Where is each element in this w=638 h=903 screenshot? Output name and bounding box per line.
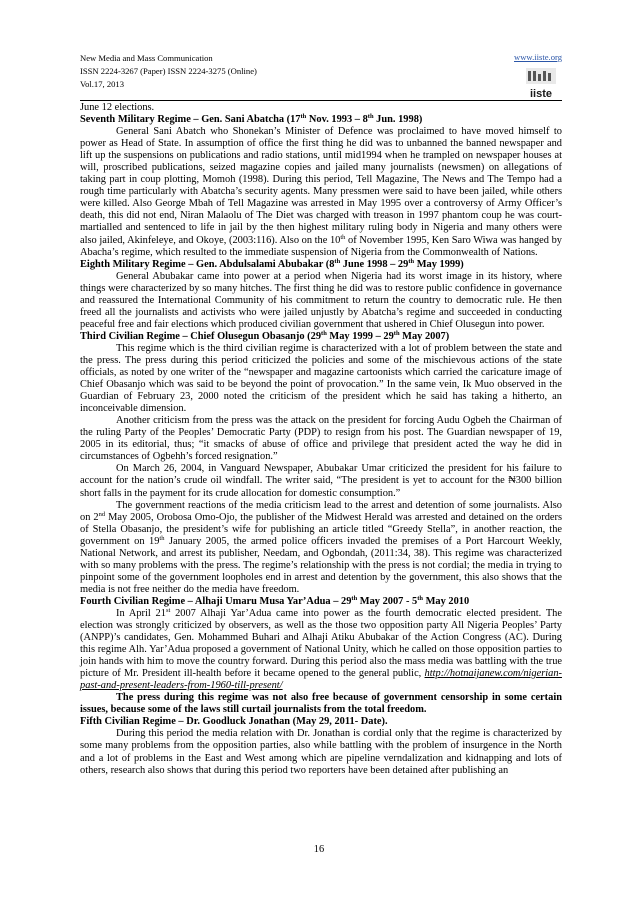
iiste-logo (522, 66, 560, 102)
page-header (80, 52, 562, 104)
paragraph: In April 21st 2007 Alhaji Yar’Adua came into power as the fourth democratic elected president. The election was strongly criticized by observers, as well as the those two opposition party All Nigeria Peoples’ Party (ANPP)’s candidates, Gen. Mohammed Buhari and Alhaji Atiku Abubakar of the Action Congress (AC). During this regime Alh. Yar’Adua proposed a government of National Unity, which he called on those opposition parties to join hands with him to move the country forward. During this period also the mass media was battling with the true picture of Mr. President ill-health before it became opened to the general public, http://hotnaijanew.com/nigerian-past-and-present-leaders-from-1960-till-present/ (80, 606, 562, 692)
paragraph: The press during this regime was not also free because of government censorship in some certain issues, because some of the laws still curtail journalists from the total freedom. (80, 692, 562, 716)
section-heading-fourth-civilian: Fourth Civilian Regime – Alhaji Umaru Musa Yar’Adua – 29th May 2007 - 5th May 2010 (80, 594, 470, 607)
header-rule (80, 100, 562, 101)
section-heading-seventh-military: Seventh Military Regime – Gen. Sani Abatcha (17th Nov. 1993 – 8th Jun. 1998) (80, 113, 423, 126)
paragraph: Another criticism from the press was the attack on the president for forcing Audu Ogbeh the Chairman of the ruling Party of the Peoples’ Democratic Party (PDP) to resign from his post. The Guardian newspaper of 19, 2005 in its editorial, thus; “it smacks of abuse of office and privilege that president acted the way he did in circumstances of Ogbehh’s forced resignation.” (80, 415, 562, 463)
paragraph: The government reactions of the media criticism lead to the arrest and detention of some journalists. Also on 2nd May 2005, Orobosa Omo-Ojo, the publisher of the Midwest Herald was arrested and detained on the orders of Stella Obasanjo, the president’s wife for publishing an article titled “Greedy Stella”, in another reaction, the government on 19th January 2005, the armed police officers invaded the premises of a Port Harcourt Weekly, National Network, and arrest its publisher, Needam, and Ogbondah, (2011:34, 38). This regime was characterized with so many problems with the press. The regime’s relationship with the press is not cordial; the media in trying to pinpoint some of the government loopholes end in arrest and detention by the government, this also shows that the media is not free neither do the media have freedom. (80, 499, 563, 595)
paragraph: This regime which is the third civilian regime is characterized with a lot of problem between the state and the press. The press during this period criticized the policies and some of the mischievous actions of the state officials, as noted by one writer of the “newspaper and magazine cartoonists which carried the caricature image of Chief Obasanjo which was said to be beyond the point of provocation.” In the same vein, Ik Muo observed in the Guardian of February 23, 2000 noted the criticism of the president which he said has taking a hitherto, an inconceivable dimension. (80, 342, 562, 415)
issn-line: ISSN 2224-3267 (Paper) ISSN 2224-3275 (Online) (80, 66, 257, 76)
paragraph: During this period the media relation with Dr. Jonathan is cordial only that the regime is characterized by some many problems from the opposition parties, also while battling with the problem of insurgence in the North and a lot of problems in the East and West among which are pipeline verndalization and kidnapping and lots of others, research also shows that during this period two reporters have been detained after publishing an (80, 728, 562, 776)
paragraph: General Abubakar came into power at a period when Nigeria had its worst image in its history, where things were characterized by so many hitches. The first thing he did was to restore public confidence in governance and reassured the International Community of his commitment to return the country to democratic rule. He then freed all the journalists and activists who were jailed unjustly by Abatcha’s regime and succeeded in conducting peaceful free and fair elections which produced civilian government that ushered in Chief Olusegun into power. (80, 270, 562, 330)
section-heading-third-civilian: Third Civilian Regime – Chief Olusegun Obasanjo (29th May 1999 – 29th May 2007) (80, 329, 450, 342)
journal-title: New Media and Mass Communication (80, 53, 213, 63)
paragraph: June 12 elections. (80, 102, 155, 113)
logo-text: iiste (529, 88, 553, 100)
page-number: 16 (313, 844, 325, 855)
article-body (80, 102, 562, 777)
section-heading-eighth-military: Eighth Military Regime – Gen. Abdulsalami Abubakar (8th June 1998 – 29th May 1999) (80, 257, 464, 270)
section-heading-fifth-civilian: Fifth Civilian Regime – Dr. Goodluck Jonathan (May 29, 2011- Date). (80, 716, 388, 728)
paragraph: On March 26, 2004, in Vanguard Newspaper, Abubakar Umar criticized the president for his failure to account for the nation’s crude oil windfall. The writer said, “The president is yet to account for the ₦300 billion short falls in the payment for its crude allocation for domestic consumption.” (80, 463, 562, 499)
volume-line: Vol.17, 2013 (80, 79, 125, 89)
journal-url-link[interactable]: www.iiste.org (514, 52, 562, 62)
source-link[interactable]: http://hotnaijanew.com/nigerian-past-and-present-leaders-from-1960-till-present/ (80, 668, 562, 692)
paragraph: General Sani Abatch who Shonekan’s Minister of Defence was proclaimed to have moved himself to power as Head of State. In assumption of office the first thing he did was to unbanned the banned newspaper and lift up the suspensions on publications and radio stations, until mid1994 when he trampled on newspaper houses at will, proscribed publications, seized magazine copies and jailed many journalists (newsmen) on allegations of taking part in coup plotting, Momoh (1998). During this period, Tell Magazine, The News and The Tempo had a rough time particularly with Abatcha’s security agents. Many pressmen were said to have been jailed, while others were killed. Also George Mbah of Tell Magazine was arrested in May 1995 over a controversy of Army Officer’s death, this did not end, Niran Malaolu of The Diet was charged with treason in 1997 phantom coup he was court-martialled and sentenced to life in jail by the then highest military ruling body in Nigeria and many others were also jailed, Akinfeleye, and Okoye, (2003:116). Also on the 10th of November 1995, Ken Saro Wiwa was hanged by Abacha’s regime, which resulted to the immediate suspension of Nigeria from the Commonwealth of Nations. (80, 126, 562, 258)
